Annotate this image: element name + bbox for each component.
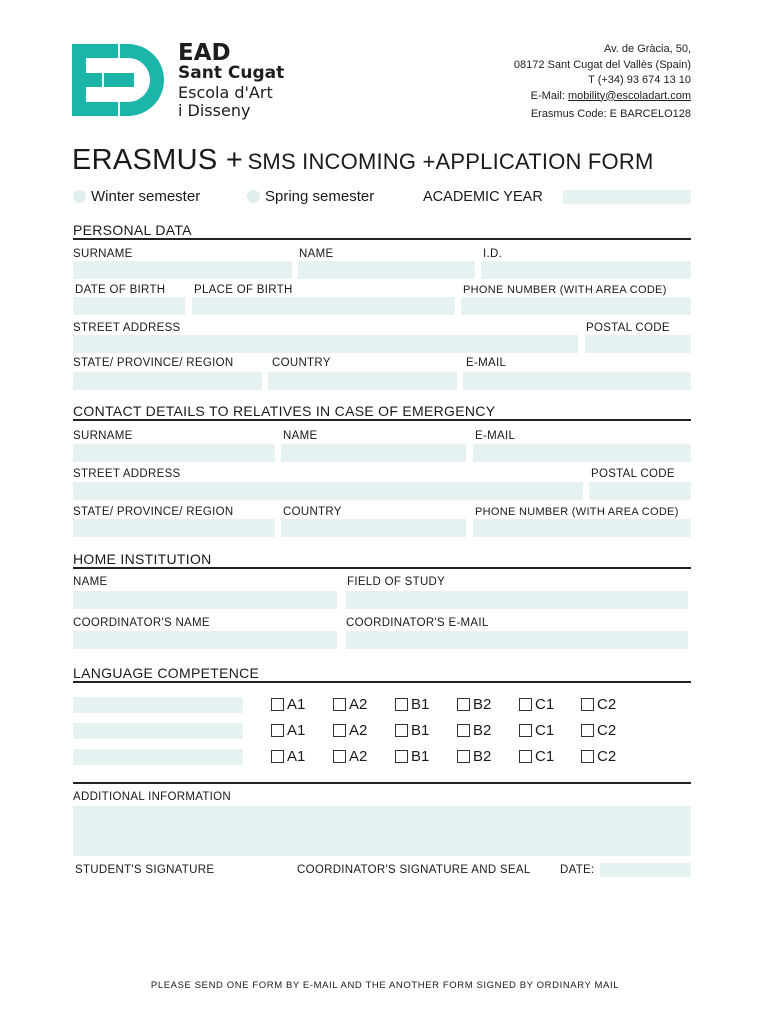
checkbox-icon	[395, 724, 408, 737]
checkbox-icon	[333, 724, 346, 737]
title-sub: SMS INCOMING +APPLICATION FORM	[247, 149, 654, 174]
emergency-street-label: STREET ADDRESS	[73, 468, 181, 480]
postal-field[interactable]	[585, 335, 691, 353]
spring-semester-radio[interactable]	[247, 188, 374, 205]
address-block	[514, 42, 691, 123]
email-label: E-MAIL	[466, 357, 507, 369]
level-checkbox-b1[interactable]	[395, 722, 429, 739]
emergency-phone-field[interactable]	[473, 519, 691, 537]
level-label: B1	[411, 722, 430, 739]
footer-note: PLEASE SEND ONE FORM BY E-MAIL AND THE ANOTHER FORM SIGNED BY ORDINARY MAIL	[150, 980, 620, 991]
language-name-field[interactable]	[73, 723, 243, 739]
checkbox-icon	[581, 750, 594, 763]
emergency-surname-label: SURNAME	[73, 430, 133, 442]
checkbox-icon	[333, 698, 346, 711]
id-field[interactable]	[481, 261, 691, 279]
institution-name-field[interactable]	[73, 591, 337, 609]
emergency-state-label: STATE/ PROVINCE/ REGION	[73, 506, 234, 518]
checkbox-icon	[581, 698, 594, 711]
ead-logo-icon	[72, 44, 164, 116]
emergency-name-label: NAME	[283, 430, 318, 442]
date-field[interactable]	[600, 863, 691, 877]
checkbox-icon	[519, 724, 532, 737]
additional-info-field[interactable]	[73, 806, 691, 856]
divider	[73, 419, 691, 421]
email-field[interactable]	[463, 372, 691, 390]
level-checkbox-b2[interactable]	[457, 696, 491, 713]
radio-dot-icon	[73, 190, 86, 203]
level-checkbox-b1[interactable]	[395, 696, 429, 713]
level-label: A1	[287, 696, 306, 713]
level-label: A1	[287, 722, 306, 739]
title-main: ERASMUS +	[72, 144, 244, 176]
address-city: 08172 Sant Cugat del Vallès (Spain)	[513, 58, 691, 71]
checkbox-icon	[519, 750, 532, 763]
field-of-study-label: FIELD OF STUDY	[347, 576, 446, 588]
logo-line4: i Disseny	[178, 101, 251, 120]
divider	[73, 681, 691, 683]
divider	[73, 782, 691, 784]
date-label: DATE:	[560, 864, 595, 876]
academic-year-label: ACADEMIC YEAR	[423, 189, 543, 205]
state-field[interactable]	[73, 372, 262, 390]
level-label: A2	[349, 696, 368, 713]
field-of-study-field[interactable]	[346, 591, 688, 609]
country-label: COUNTRY	[272, 357, 331, 369]
level-label: B2	[473, 722, 492, 739]
language-name-field[interactable]	[73, 697, 243, 713]
name-label: NAME	[299, 248, 334, 260]
checkbox-icon	[457, 698, 470, 711]
student-signature-label: STUDENT'S SIGNATURE	[75, 864, 215, 876]
level-label: C1	[535, 696, 555, 713]
emergency-postal-field[interactable]	[589, 482, 691, 500]
divider	[73, 567, 691, 569]
checkbox-icon	[395, 750, 408, 763]
phone-label: PHONE NUMBER (WITH AREA CODE)	[463, 284, 667, 296]
surname-field[interactable]	[73, 261, 292, 279]
checkbox-icon	[519, 698, 532, 711]
name-field[interactable]	[298, 261, 475, 279]
personal-data-heading: PERSONAL DATA	[73, 222, 192, 238]
level-checkbox-c2[interactable]	[581, 696, 616, 713]
page-title	[72, 144, 653, 177]
address-phone: T (+34) 93 674 13 10	[588, 74, 691, 86]
emergency-email-label: E-MAIL	[475, 430, 516, 442]
home-institution-heading: HOME INSTITUTION	[73, 551, 212, 567]
coordinator-email-field[interactable]	[346, 631, 688, 649]
state-label: STATE/ PROVINCE/ REGION	[73, 357, 234, 369]
checkbox-icon	[457, 750, 470, 763]
level-checkbox-a2[interactable]	[333, 748, 367, 765]
level-checkbox-a2[interactable]	[333, 696, 367, 713]
logo-line3: Escola d'Art	[178, 83, 273, 102]
emergency-postal-label: POSTAL CODE	[591, 468, 675, 480]
divider	[73, 238, 691, 240]
address-email-link[interactable]: mobility@escoladart.com	[567, 89, 691, 102]
pob-field[interactable]	[192, 297, 455, 315]
coordinator-email-label: COORDINATOR'S E-MAIL	[346, 617, 489, 629]
level-label: C2	[597, 748, 617, 765]
address-street: Av. de Gràcia, 50,	[603, 43, 691, 55]
level-checkbox-c1[interactable]	[519, 696, 554, 713]
level-label: A1	[287, 748, 306, 765]
level-checkbox-a1[interactable]	[271, 722, 305, 739]
logo-title: EAD	[178, 40, 231, 66]
coordinator-signature-label: COORDINATOR'S SIGNATURE AND SEAL	[297, 864, 531, 876]
coordinator-name-field[interactable]	[73, 631, 337, 649]
level-label: B2	[473, 696, 492, 713]
level-checkbox-b1[interactable]	[395, 748, 429, 765]
address-erasmus-code: Erasmus Code: E BARCELO128	[530, 108, 691, 120]
level-checkbox-c2[interactable]	[581, 748, 616, 765]
checkbox-icon	[395, 698, 408, 711]
level-label: B1	[411, 696, 430, 713]
postal-label: POSTAL CODE	[586, 322, 670, 334]
level-checkbox-a2[interactable]	[333, 722, 367, 739]
level-label: B1	[411, 748, 430, 765]
academic-year-field[interactable]	[563, 190, 691, 204]
checkbox-icon	[271, 724, 284, 737]
phone-field[interactable]	[461, 297, 691, 315]
institution-name-label: NAME	[73, 576, 108, 588]
emergency-phone-label: PHONE NUMBER (WITH AREA CODE)	[475, 506, 679, 518]
emergency-heading: CONTACT DETAILS TO RELATIVES IN CASE OF EMERGENCY	[73, 403, 496, 419]
street-field[interactable]	[73, 335, 578, 353]
spring-label: Spring semester	[265, 188, 375, 205]
level-checkbox-b2[interactable]	[457, 722, 491, 739]
winter-label: Winter semester	[91, 188, 201, 205]
address-email-row	[514, 89, 691, 105]
level-label: B2	[473, 748, 492, 765]
level-checkbox-c2[interactable]	[581, 722, 616, 739]
country-field[interactable]	[268, 372, 457, 390]
dob-field[interactable]	[73, 297, 185, 315]
level-label: A2	[349, 722, 368, 739]
emergency-state-field[interactable]	[73, 519, 275, 537]
checkbox-icon	[581, 724, 594, 737]
pob-label: PLACE OF BIRTH	[194, 284, 293, 296]
checkbox-icon	[333, 750, 346, 763]
emergency-country-label: COUNTRY	[283, 506, 342, 518]
radio-dot-icon	[247, 190, 260, 203]
level-label: C2	[597, 696, 617, 713]
additional-info-label: ADDITIONAL INFORMATION	[73, 791, 232, 803]
coordinator-name-label: COORDINATOR'S NAME	[73, 617, 210, 629]
emergency-surname-field[interactable]	[73, 444, 275, 462]
dob-label: DATE OF BIRTH	[75, 284, 166, 296]
level-checkbox-c1[interactable]	[519, 748, 554, 765]
language-heading: LANGUAGE COMPETENCE	[73, 665, 260, 681]
surname-label: SURNAME	[73, 248, 133, 260]
level-label: C1	[535, 722, 555, 739]
emergency-country-field[interactable]	[281, 519, 466, 537]
emergency-street-field[interactable]	[73, 482, 583, 500]
checkbox-icon	[271, 698, 284, 711]
level-label: A2	[349, 748, 368, 765]
level-checkbox-a1[interactable]	[271, 696, 305, 713]
level-checkbox-a1[interactable]	[271, 748, 305, 765]
emergency-name-field[interactable]	[281, 444, 466, 462]
level-checkbox-c1[interactable]	[519, 722, 554, 739]
level-checkbox-b2[interactable]	[457, 748, 491, 765]
checkbox-icon	[271, 750, 284, 763]
level-label: C2	[597, 722, 617, 739]
logo-subtitle: Sant Cugat	[178, 63, 285, 83]
language-name-field[interactable]	[73, 749, 243, 765]
level-label: C1	[535, 748, 555, 765]
id-label: I.D.	[483, 248, 503, 260]
emergency-email-field[interactable]	[473, 444, 691, 462]
street-label: STREET ADDRESS	[73, 322, 181, 334]
address-email-label: E-Mail:	[530, 89, 568, 102]
checkbox-icon	[457, 724, 470, 737]
winter-semester-radio[interactable]	[73, 188, 200, 205]
